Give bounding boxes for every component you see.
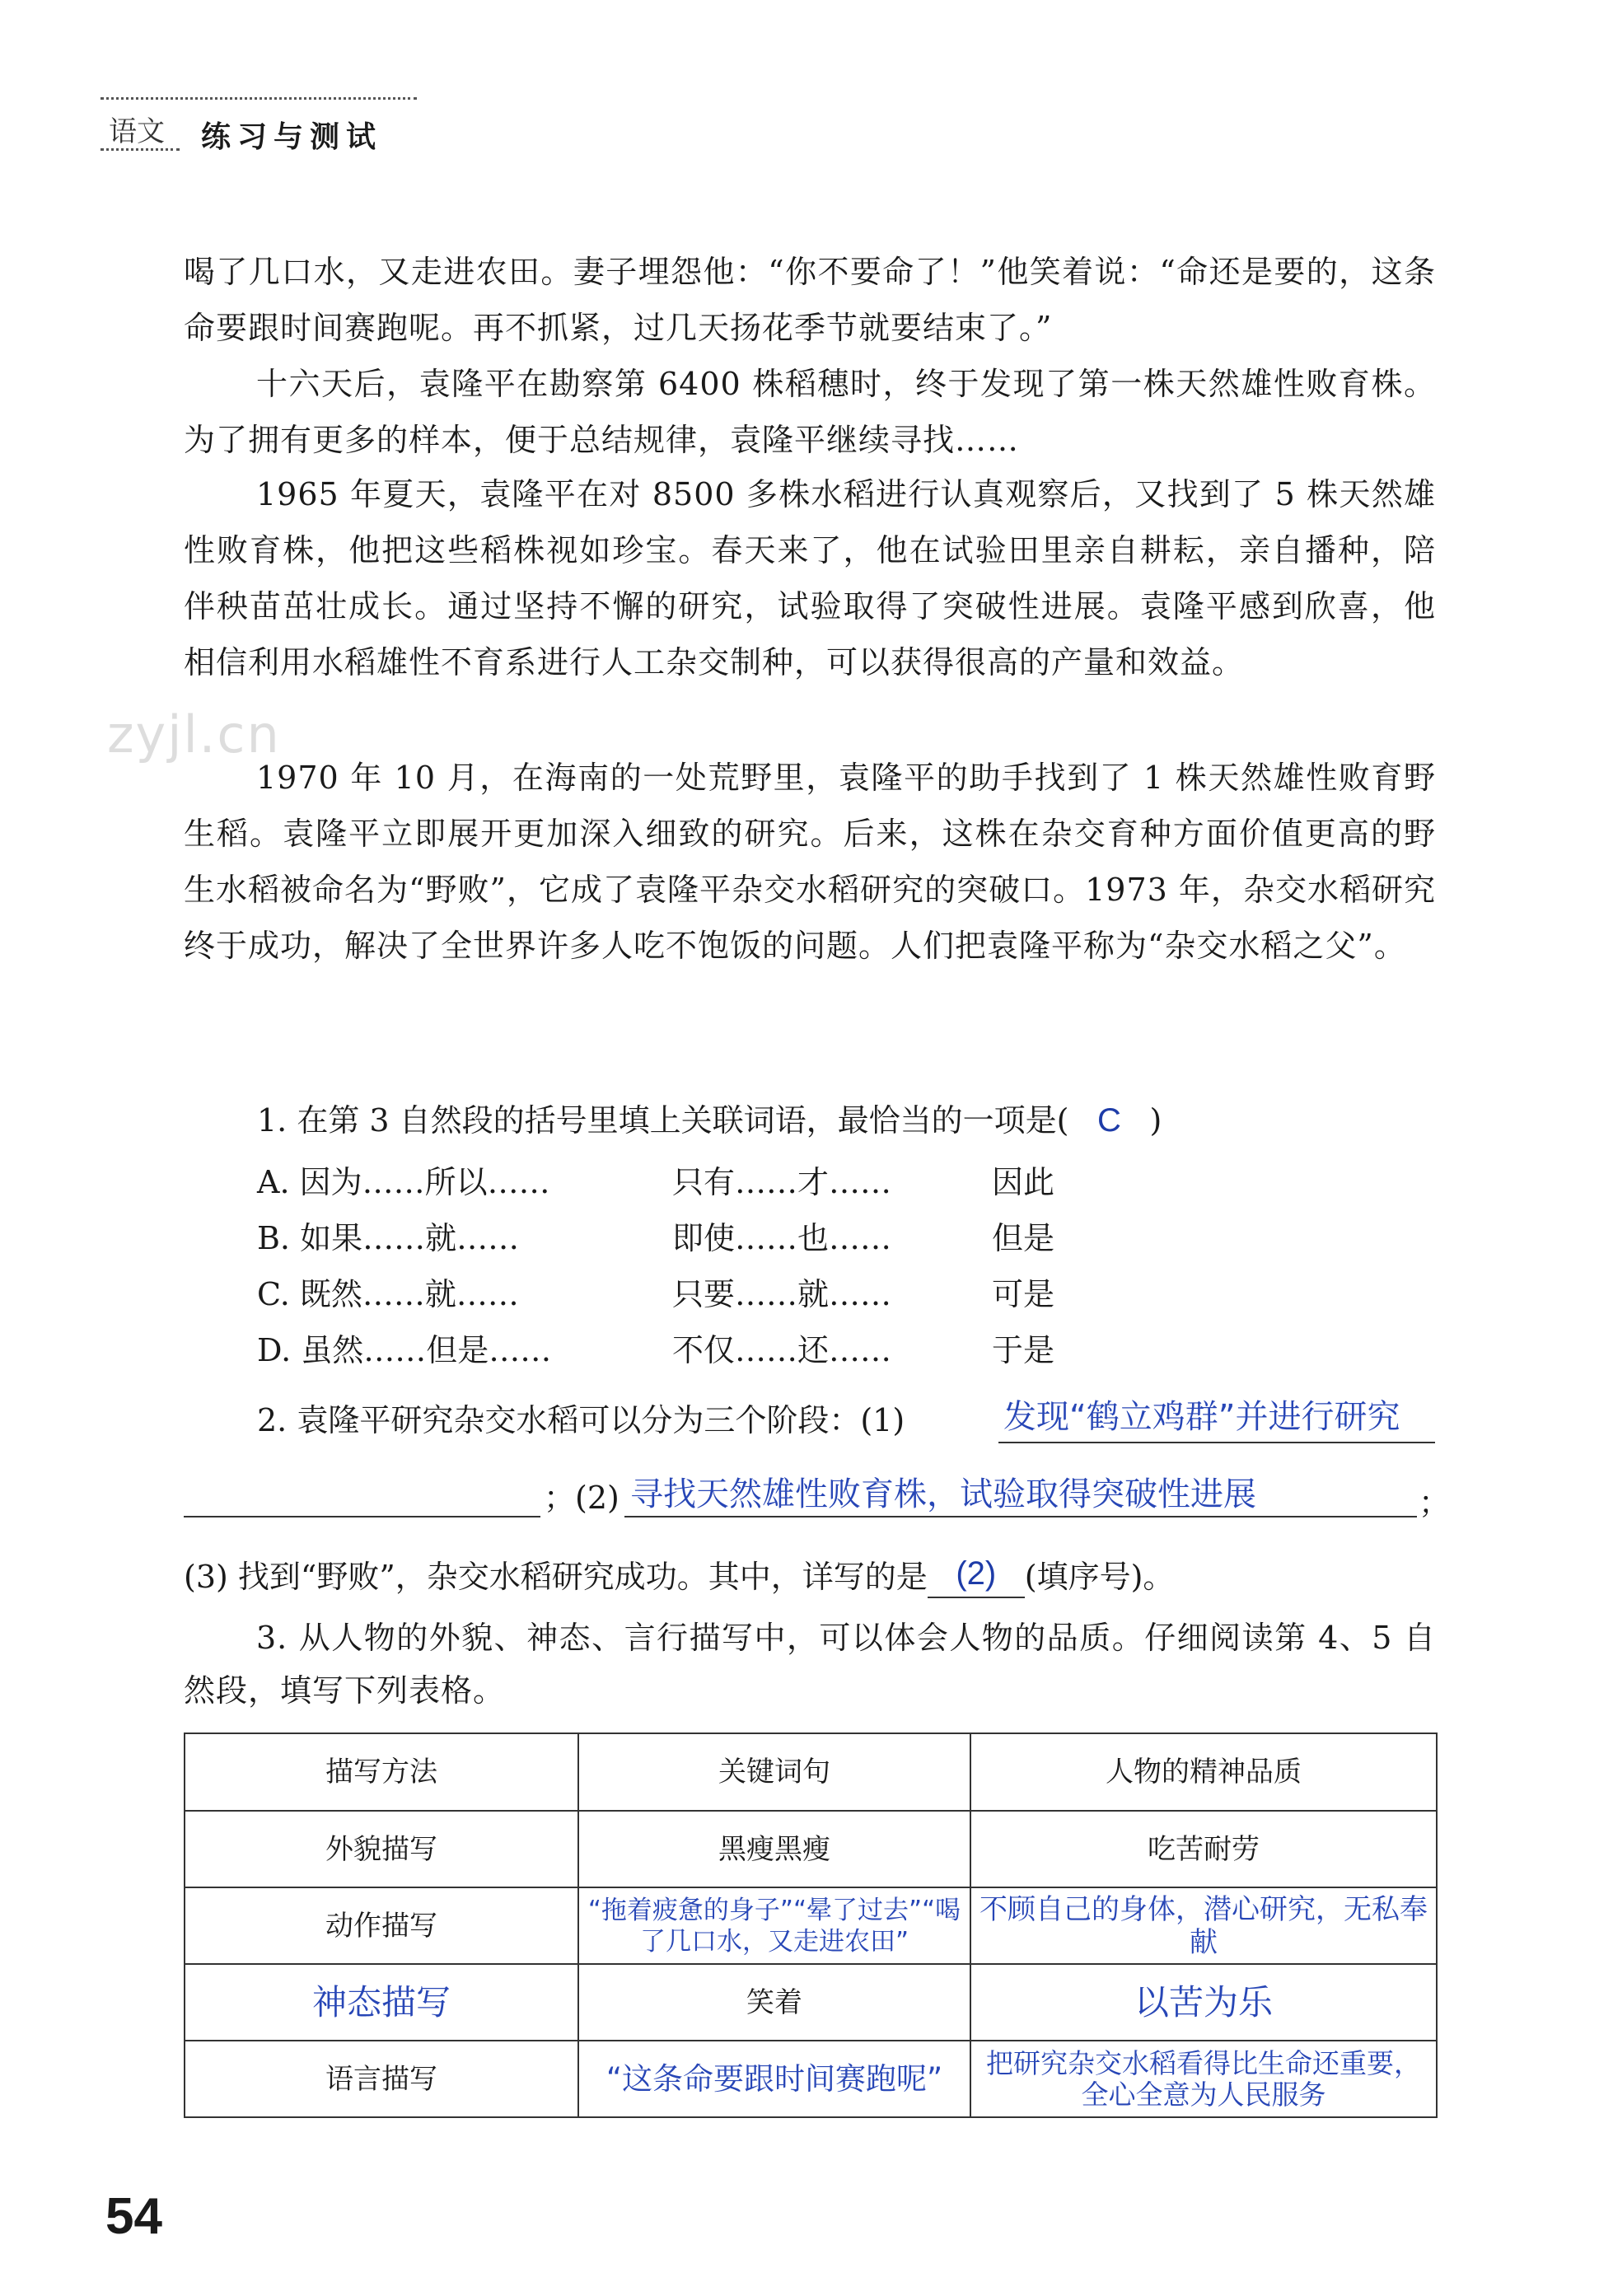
description-table xyxy=(184,1733,1438,2118)
question-1-close: ) xyxy=(1149,1102,1162,1139)
option-c-first: C. 既然……就…… xyxy=(257,1276,519,1312)
header-key: 关键词句 xyxy=(578,1733,970,1811)
question-2-tail: (填序号)。 xyxy=(1024,1559,1175,1595)
row-3-key: 笑着 xyxy=(578,1964,970,2041)
option-b-first: B. 如果……就…… xyxy=(257,1220,520,1256)
row-2-key: “拖着疲惫的身子”“晕了过去”“喝了几口水，又走进农田” xyxy=(578,1887,970,1964)
answer-2-underline xyxy=(624,1516,1417,1517)
book-title: 练习与测试 xyxy=(201,120,383,154)
option-d-first: D. 虽然……但是…… xyxy=(257,1332,552,1368)
question-2-stage-3 xyxy=(184,1554,1174,1602)
row-2-quality: 不顾自己的身体，潜心研究，无私奉献 xyxy=(970,1887,1437,1964)
option-c-third: 可是 xyxy=(992,1276,1055,1312)
question-2-sep: ；(2) xyxy=(544,1480,619,1516)
row-1-quality: 吃苦耐劳 xyxy=(970,1811,1437,1887)
header-dotted-rule xyxy=(101,97,417,100)
answer-1-continued-underline xyxy=(184,1516,540,1517)
row-3-quality: 以苦为乐 xyxy=(970,1964,1437,2041)
answer-1-underline xyxy=(998,1442,1435,1443)
table-row xyxy=(185,1887,1437,1964)
passage-paragraph-3: 1965 年夏天，袁隆平在对 8500 多株水稻进行认真观察后，又找到了 5 株天然雄性败育株，他把这些稻株视如珍宝。春天来了，他在试验田里亲自耕耘，亲自播种，陪伴秧苗茁壮成长。通过坚持不懈的研究，试验取得了突破性进展。袁隆平感到欣喜，他相信利用水稻雄性不育系进行人工杂交制种，可以获得很高的产量和效益。 xyxy=(184,476,1436,680)
question-2-answer-1: 发现“鹤立鸡群”并进行研究 xyxy=(1003,1398,1400,1436)
subject-underline xyxy=(101,148,180,151)
row-4-key: “这条命要跟时间赛跑呢” xyxy=(578,2041,970,2117)
option-d-third: 于是 xyxy=(992,1332,1055,1368)
passage-paragraph-2: 十六天后，袁隆平在勘察第 6400 株稻穗时，终于发现了第一株天然雄性败育株。为了拥有更多的样本，便于总结规律，袁隆平继续寻找…… xyxy=(184,366,1436,458)
option-d-second: 不仅……还…… xyxy=(672,1332,892,1368)
passage-paragraph-4: 1970 年 10 月，在海南的一处荒野里，袁隆平的助手找到了 1 株天然雄性败育野生稻。袁隆平立即展开更加深入细致的研究。后来，这株在杂交育种方面价值更高的野生水稻被命名为“野败”，它成了袁隆平杂交水稻研究的突破口。1973 年，杂交水稻研究终于成功，解决了全世界许多人吃不饱饭的问题。人们把袁隆平称为“杂交水稻之父”。 xyxy=(184,760,1436,964)
passage-paragraph-1: 喝了几口水，又走进农田。妻子埋怨他：“你不要命了！”他笑着说：“命还是要的，这条命要跟时间赛跑呢。再不抓紧，过几天扬花季节就要结束了。” xyxy=(184,254,1436,346)
option-b-third: 但是 xyxy=(992,1220,1055,1256)
table-row xyxy=(185,2041,1437,2117)
table-row xyxy=(185,1964,1437,2041)
option-a-first: A. 因为……所以…… xyxy=(257,1164,550,1200)
row-1-key: 黑瘦黑瘦 xyxy=(578,1811,970,1887)
option-c-second: 只要……就…… xyxy=(672,1276,892,1312)
question-2-answer-3: (2) xyxy=(928,1550,1025,1598)
question-2-answer-2: 寻找天然雄性败育株，试验取得突破性进展 xyxy=(630,1475,1256,1513)
watermark: zyjl.cn xyxy=(107,704,281,765)
row-3-method: 神态描写 xyxy=(185,1964,578,2041)
question-1-stem: 1. 在第 3 自然段的括号里填上关联词语，最恰当的一项是( xyxy=(257,1102,1069,1139)
table-header-row xyxy=(185,1733,1437,1811)
question-2-stem: 2. 袁隆平研究杂交水稻可以分为三个阶段：(1) xyxy=(257,1402,905,1438)
option-a-third: 因此 xyxy=(992,1164,1055,1200)
question-3-stem: 3. 从人物的外貌、神态、言行描写中，可以体会人物的品质。仔细阅读第 4、5 自然段，填写下列表格。 xyxy=(184,1620,1436,1709)
header-method: 描写方法 xyxy=(185,1733,578,1811)
header-quality: 人物的精神品质 xyxy=(970,1733,1437,1811)
row-4-quality: 把研究杂交水稻看得比生命还重要，全心全意为人民服务 xyxy=(970,2041,1437,2117)
stage-3-text: (3) 找到“野败”，杂交水稻研究成功。其中，详写的是 xyxy=(184,1559,928,1595)
subject-label: 语文 xyxy=(109,115,165,148)
row-4-method: 语言描写 xyxy=(185,2041,578,2117)
row-2-method: 动作描写 xyxy=(185,1887,578,1964)
question-2-end: ； xyxy=(1419,1485,1451,1521)
row-1-method: 外貌描写 xyxy=(185,1811,578,1887)
option-a-second: 只有……才…… xyxy=(672,1164,892,1200)
table-row xyxy=(185,1811,1437,1887)
option-b-second: 即使……也…… xyxy=(672,1220,892,1256)
page-number: 54 xyxy=(105,2188,162,2245)
question-1 xyxy=(257,1097,1162,1143)
question-1-answer: C xyxy=(1097,1102,1121,1139)
